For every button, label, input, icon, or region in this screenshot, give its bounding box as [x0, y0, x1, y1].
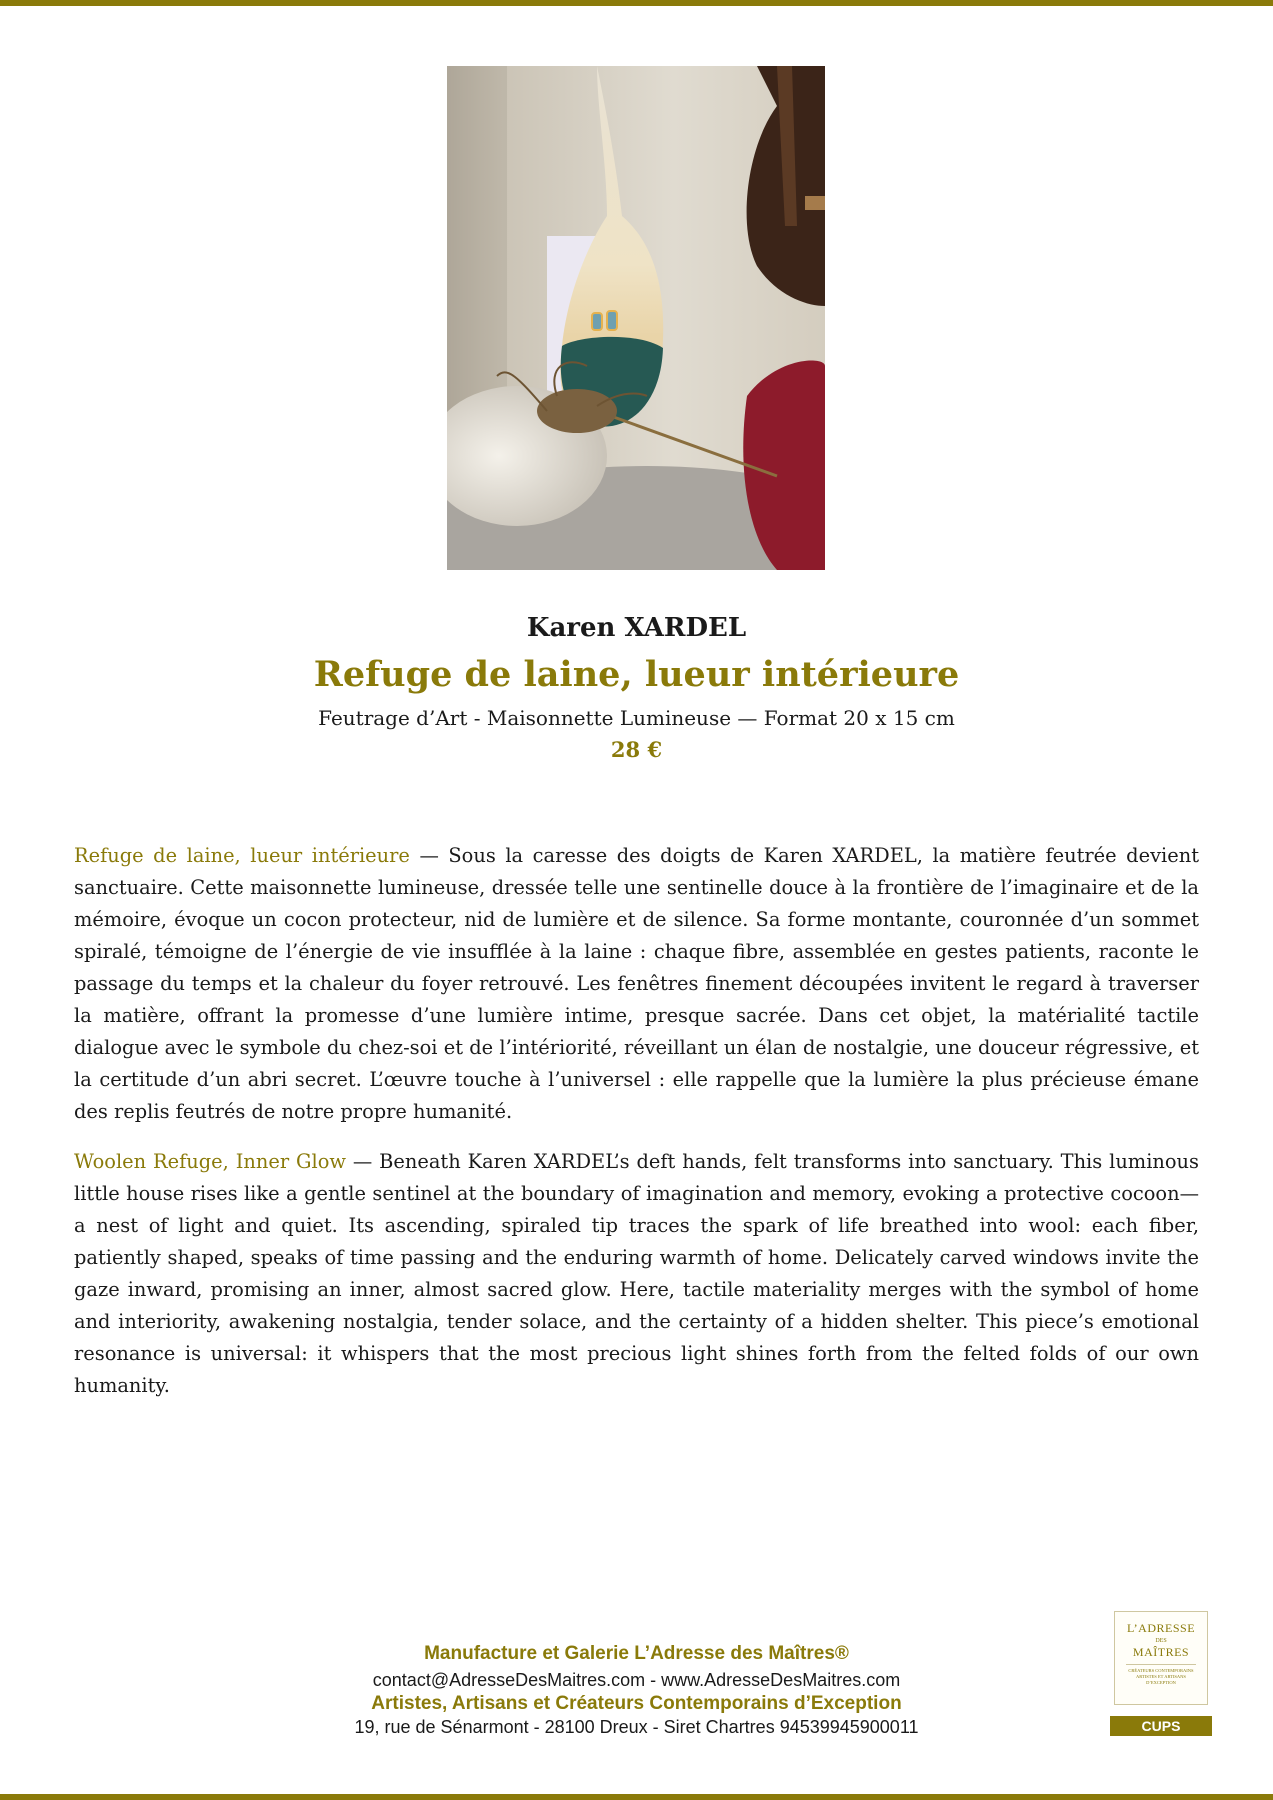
footer-gallery-name: Manufacture et Galerie L’Adresse des Maîtres® — [424, 1643, 849, 1664]
artwork-price: 28 € — [610, 737, 663, 762]
description-french — [74, 840, 1199, 1128]
gallery-logo — [1114, 1611, 1208, 1705]
description-english-text: — Beneath Karen XARDEL’s deft hands, felt transforms into sanctuary. This luminous little house rises like a gentle sentinel at the boundary of imagination and memory, evoking a protective cocoon—a nest of light and quiet. Its ascending, spiraled tip traces the spark of life breathed into wool: each fiber, patiently shaped, speaks of time passing and the enduring warmth of home. Delicately carved windows invite the gaze inward, promising an inner, almost sacred glow. Here, tactile materiality merges with the symbol of home and interiority, awakening nostalgia, tender solace, and the certainty of a hidden shelter. This piece’s emotional resonance is universal: it whispers that the most precious light shines forth from the felted folds of our own humanity. — [74, 1150, 1199, 1397]
description-french-title: Refuge de laine, lueur intérieure — [74, 844, 410, 867]
description-english — [74, 1146, 1199, 1402]
artwork-subtitle: Feutrage d’Art - Maisonnette Lumineuse — Format 20 x 15 cm — [318, 706, 955, 730]
cups-badge: CUPS — [1110, 1716, 1212, 1736]
logo-line-1: L’ADRESSE — [1126, 1621, 1196, 1635]
footer-contact: contact@AdresseDesMaitres.com - www.AdresseDesMaitres.com — [372, 1670, 901, 1690]
artwork-title: Refuge de laine, lueur intérieure — [313, 654, 960, 695]
logo-line-4: CRÉATEURS CONTEMPORAINS ARTISTES ET ARTISANS D’EXCEPTION — [1128, 1668, 1194, 1685]
footer-tagline: Artistes, Artisans et Créateurs Contemporains d’Exception — [371, 1693, 902, 1714]
top-border — [0, 0, 1273, 6]
bottom-border — [0, 1794, 1273, 1800]
logo-line-3: MAÎTRES — [1132, 1645, 1190, 1659]
logo-line-2: DES — [1155, 1638, 1167, 1644]
description-french-text: — Sous la caresse des doigts de Karen XARDEL, la matière feutrée devient sanctuaire. Cette maisonnette lumineuse, dressée telle une sentinelle douce à la frontière de l’imaginaire et de la mémoire, évoque un cocon protecteur, nid de lumière et de silence. Sa forme montante, couronnée d’un sommet spiralé, témoigne de l’énergie de vie insufflée à la laine : chaque fibre, assemblée en gestes patients, raconte le passage du temps et la chaleur du foyer retrouvé. Les fenêtres finement découpées invitent le regard à traverser la matière, offrant la promesse d’une lumière intime, presque sacrée. Dans cet objet, la matérialité tactile dialogue avec le symbole du chez-soi et de l’intériorité, réveillant un élan de nostalgie, une douceur régressive, et la certitude d’un abri secret. L’œuvre touche à l’universel : elle rappelle que la lumière la plus précieuse émane des replis feutrés de notre propre humanité. — [74, 844, 1199, 1123]
description-english-title: Woolen Refuge, Inner Glow — [74, 1150, 346, 1173]
logo-divider — [1126, 1664, 1196, 1665]
artwork-photo — [447, 66, 825, 570]
artist-name: Karen XARDEL — [526, 613, 747, 643]
footer-address: 19, rue de Sénarmont - 28100 Dreux - Siret Chartres 94539945900011 — [354, 1717, 919, 1737]
